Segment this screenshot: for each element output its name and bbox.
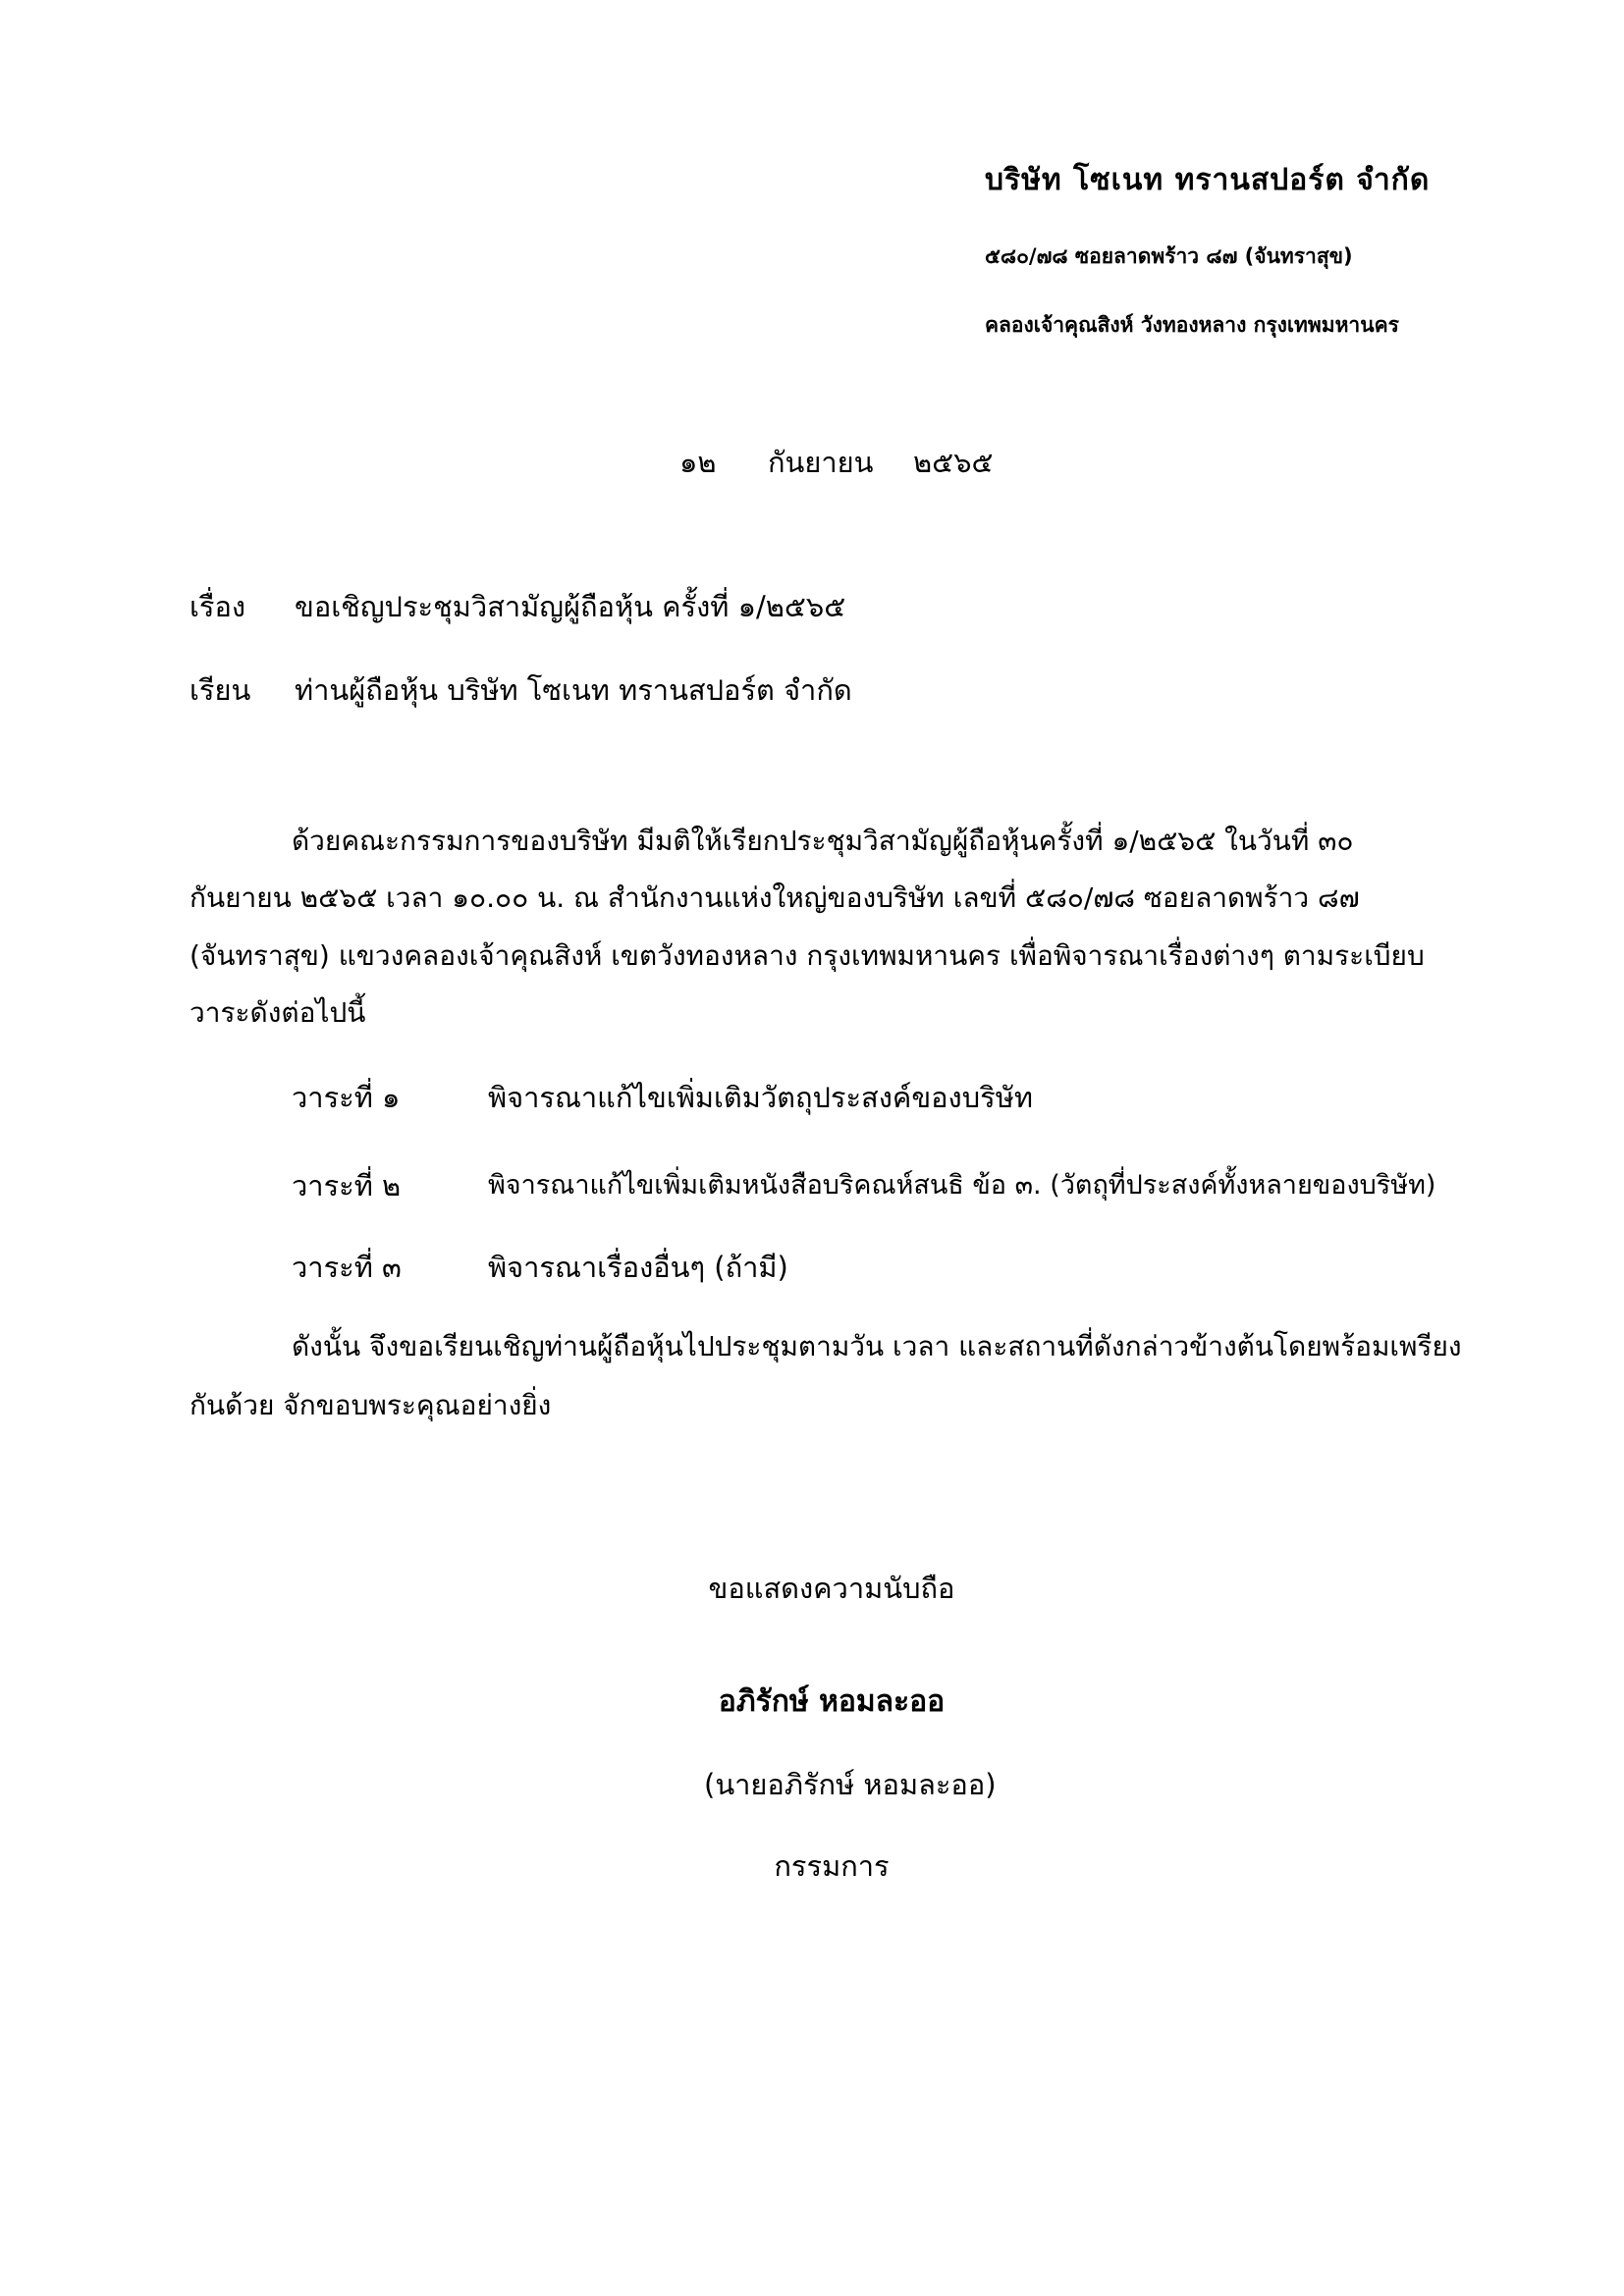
- recipient-label: เรียน: [189, 673, 251, 707]
- company-address-line1: ๕๘๐/๗๘ ซอยลาดพร้าว ๘๗ (จันทราสุข): [985, 244, 1353, 268]
- body-para1-line1: ด้วยคณะกรรมการของบริษัท มีมติให้เรียกประชุมวิสามัญผู้ถือหุ้นครั้งที่ ๑/๒๕๖๕ ในวันที่ ๓๐: [292, 825, 1354, 857]
- company-name: บริษัท โซเนท ทรานสปอร์ต จำกัด: [985, 163, 1431, 197]
- recipient-text: ท่านผู้ถือหุ้น บริษัท โซเนท ทรานสปอร์ต จำกัด: [295, 673, 852, 707]
- body-para1-line2: กันยายน ๒๕๖๕ เวลา ๑๐.๐๐ น. ณ สำนักงานแห่งใหญ่ของบริษัท เลขที่ ๕๘๐/๗๘ ซอยลาดพร้าว ๘๗: [189, 881, 1360, 914]
- signature-name: อภิรักษ์ หอมละออ: [718, 1684, 946, 1719]
- body-para1-line4: วาระดังต่อไปนี้: [189, 996, 366, 1029]
- date-day: ๑๒: [679, 446, 717, 479]
- printed-name: (นายอภิรักษ์ หอมละออ): [704, 1768, 997, 1801]
- agenda-item-2-label: วาระที่ ๒: [292, 1169, 402, 1202]
- agenda-item-3-label: วาระที่ ๓: [292, 1251, 402, 1284]
- body-para2-line1: ดังนั้น จึงขอเรียนเชิญท่านผู้ถือหุ้นไปประชุมตามวัน เวลา และสถานที่ดังกล่าวข้างต้นโดยพร้อมเพรียง: [292, 1330, 1462, 1362]
- subject-label: เรื่อง: [189, 590, 246, 623]
- signatory-position: กรรมการ: [774, 1849, 890, 1883]
- agenda-item-3-text: พิจารณาเรื่องอื่นๆ (ถ้ามี): [488, 1251, 788, 1284]
- subject-text: ขอเชิญประชุมวิสามัญผู้ถือหุ้น ครั้งที่ ๑/๒๕๖๕: [295, 590, 846, 623]
- date-month: กันยายน: [768, 446, 874, 479]
- company-address-line2: คลองเจ้าคุณสิงห์ วังทองหลาง กรุงเทพมหานคร: [985, 313, 1399, 337]
- closing-salutation: ขอแสดงความนับถือ: [708, 1572, 955, 1605]
- body-para1-line3: (จันทราสุข) แขวงคลองเจ้าคุณสิงห์ เขตวังทองหลาง กรุงเทพมหานคร เพื่อพิจารณาเรื่องต่างๆ ตามระเบียบ: [189, 939, 1425, 972]
- agenda-item-1-text: พิจารณาแก้ไขเพิ่มเติมวัตถุประสงค์ของบริษัท: [488, 1081, 1033, 1114]
- body-para2-line2: กันด้วย จักขอบพระคุณอย่างยิ่ง: [189, 1389, 552, 1421]
- agenda-item-1-label: วาระที่ ๑: [292, 1081, 401, 1114]
- date-year: ๒๕๖๕: [913, 446, 994, 479]
- agenda-item-2-text: พิจารณาแก้ไขเพิ่มเติมหนังสือบริคณห์สนธิ ข้อ ๓. (วัตถุที่ประสงค์ทั้งหลายของบริษัท): [488, 1170, 1436, 1201]
